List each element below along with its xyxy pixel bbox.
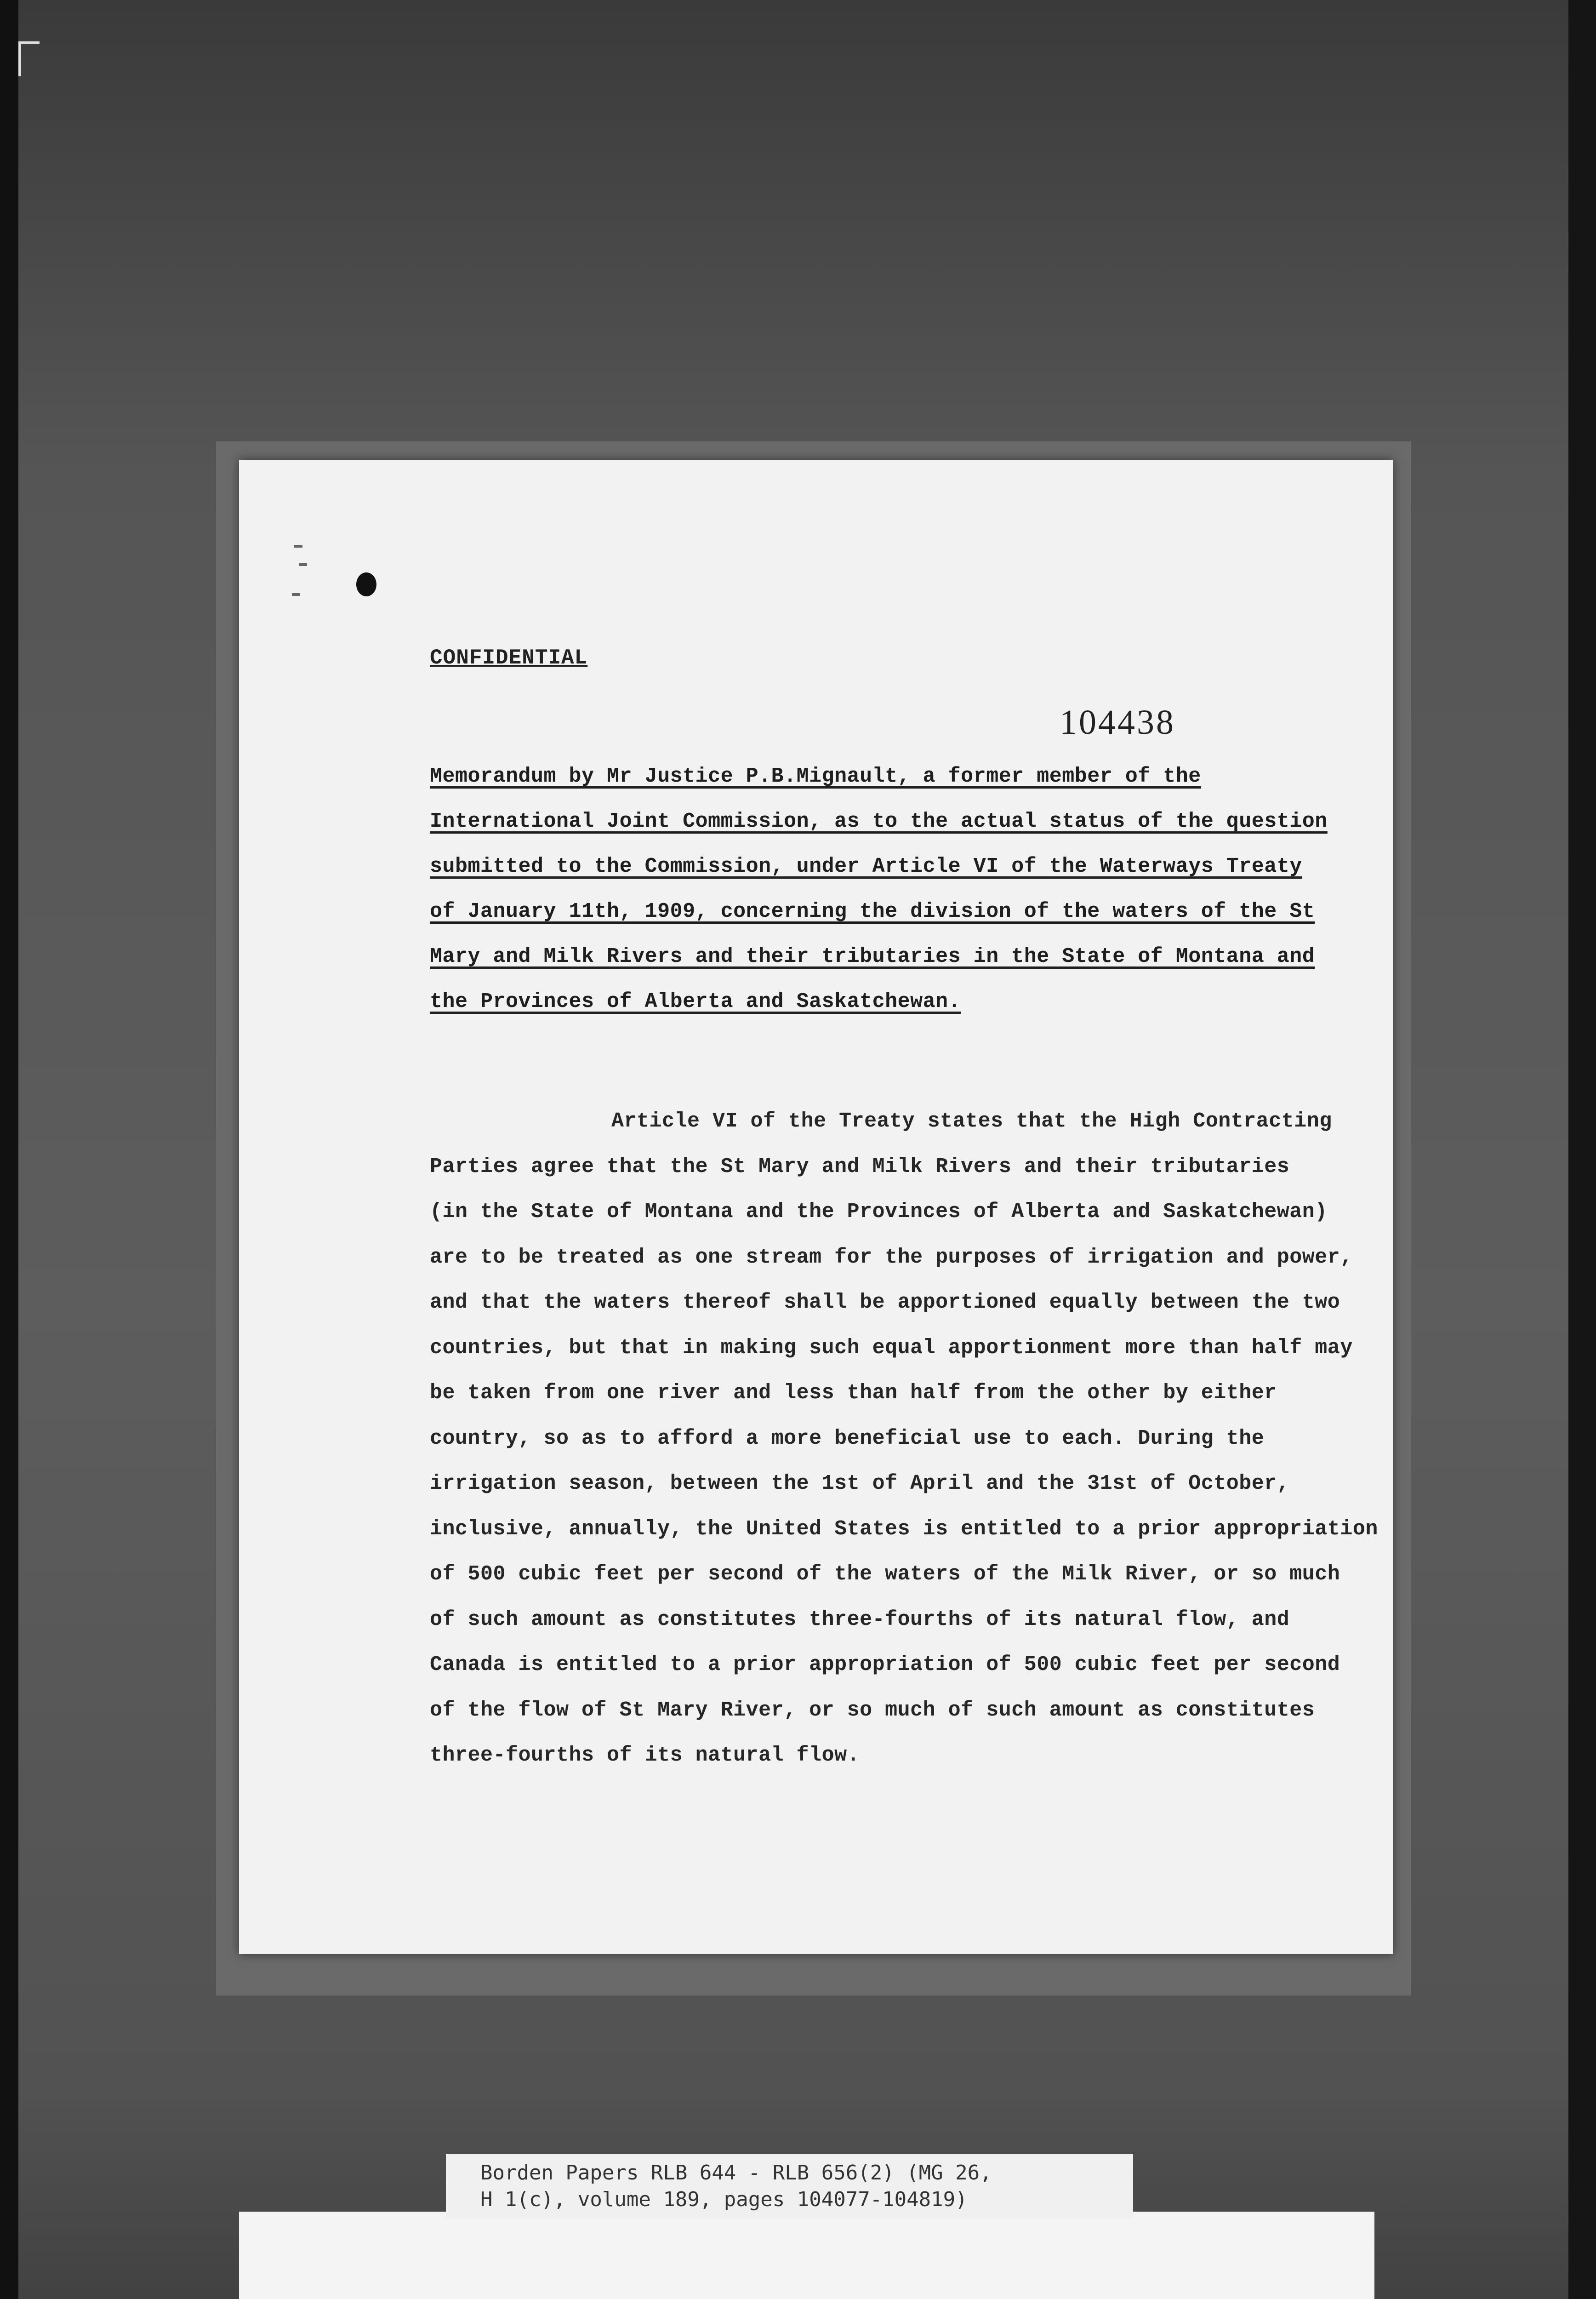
- body-line: Article VI of the Treaty states that the High Contracting: [611, 1109, 1332, 1133]
- document-number: 104438: [1060, 703, 1175, 742]
- body-line: and that the waters thereof shall be apportioned equally between the two: [430, 1291, 1340, 1314]
- body-line: three-fourths of its natural flow.: [430, 1744, 860, 1767]
- title-line: International Joint Commission, as to the actual status of the question: [430, 810, 1328, 833]
- body-line: irrigation season, between the 1st of April and the 31st of October,: [430, 1472, 1290, 1495]
- title-line: of January 11th, 1909, concerning the division of the waters of the St: [430, 900, 1315, 923]
- title-line: the Provinces of Alberta and Saskatchewan.: [430, 990, 961, 1013]
- margin-tick: [292, 593, 300, 596]
- title-line: Mary and Milk Rivers and their tributaries in the State of Montana and: [430, 945, 1315, 968]
- archives-card: [239, 2212, 1374, 2299]
- memo-page: [239, 460, 1393, 1954]
- reference-slip: [446, 2154, 1133, 2219]
- body-line: of 500 cubic feet per second of the waters of the Milk River, or so much: [430, 1562, 1340, 1586]
- body-line: be taken from one river and less than half from the other by either: [430, 1381, 1277, 1405]
- film-edge-left: [0, 0, 18, 2299]
- body-line: countries, but that in making such equal apportionment more than half may: [430, 1336, 1353, 1360]
- classification-label: CONFIDENTIAL: [430, 646, 588, 670]
- body-line: (in the State of Montana and the Provinces of Alberta and Saskatchewan): [430, 1200, 1328, 1224]
- body-line: Canada is entitled to a prior appropriation of 500 cubic feet per second: [430, 1653, 1340, 1676]
- punch-hole: [356, 572, 376, 596]
- film-edge-right: [1568, 0, 1596, 2299]
- margin-tick: [294, 545, 302, 548]
- body-line: are to be treated as one stream for the purposes of irrigation and power,: [430, 1245, 1353, 1269]
- margin-tick: [299, 563, 307, 566]
- memo-title: [430, 754, 1372, 1024]
- body-line: inclusive, annually, the United States is entitled to a prior appropriation: [430, 1517, 1378, 1541]
- body-line: country, so as to afford a more beneficial use to each. During the: [430, 1426, 1265, 1450]
- memo-body: [430, 1099, 1386, 1779]
- title-line: Memorandum by Mr Justice P.B.Mignault, a former member of the: [430, 765, 1201, 788]
- film-corner-mark: [18, 41, 40, 76]
- body-line: of the flow of St Mary River, or so much of such amount as constitutes: [430, 1698, 1315, 1722]
- reference-line: H 1(c), volume 189, pages 104077-104819): [480, 2188, 968, 2211]
- body-line: Parties agree that the St Mary and Milk Rivers and their tributaries: [430, 1155, 1290, 1178]
- reference-line: Borden Papers RLB 644 - RLB 656(2) (MG 26,: [480, 2161, 992, 2185]
- body-line: of such amount as constitutes three-fourths of its natural flow, and: [430, 1607, 1290, 1631]
- title-line: submitted to the Commission, under Article VI of the Waterways Treaty: [430, 855, 1302, 878]
